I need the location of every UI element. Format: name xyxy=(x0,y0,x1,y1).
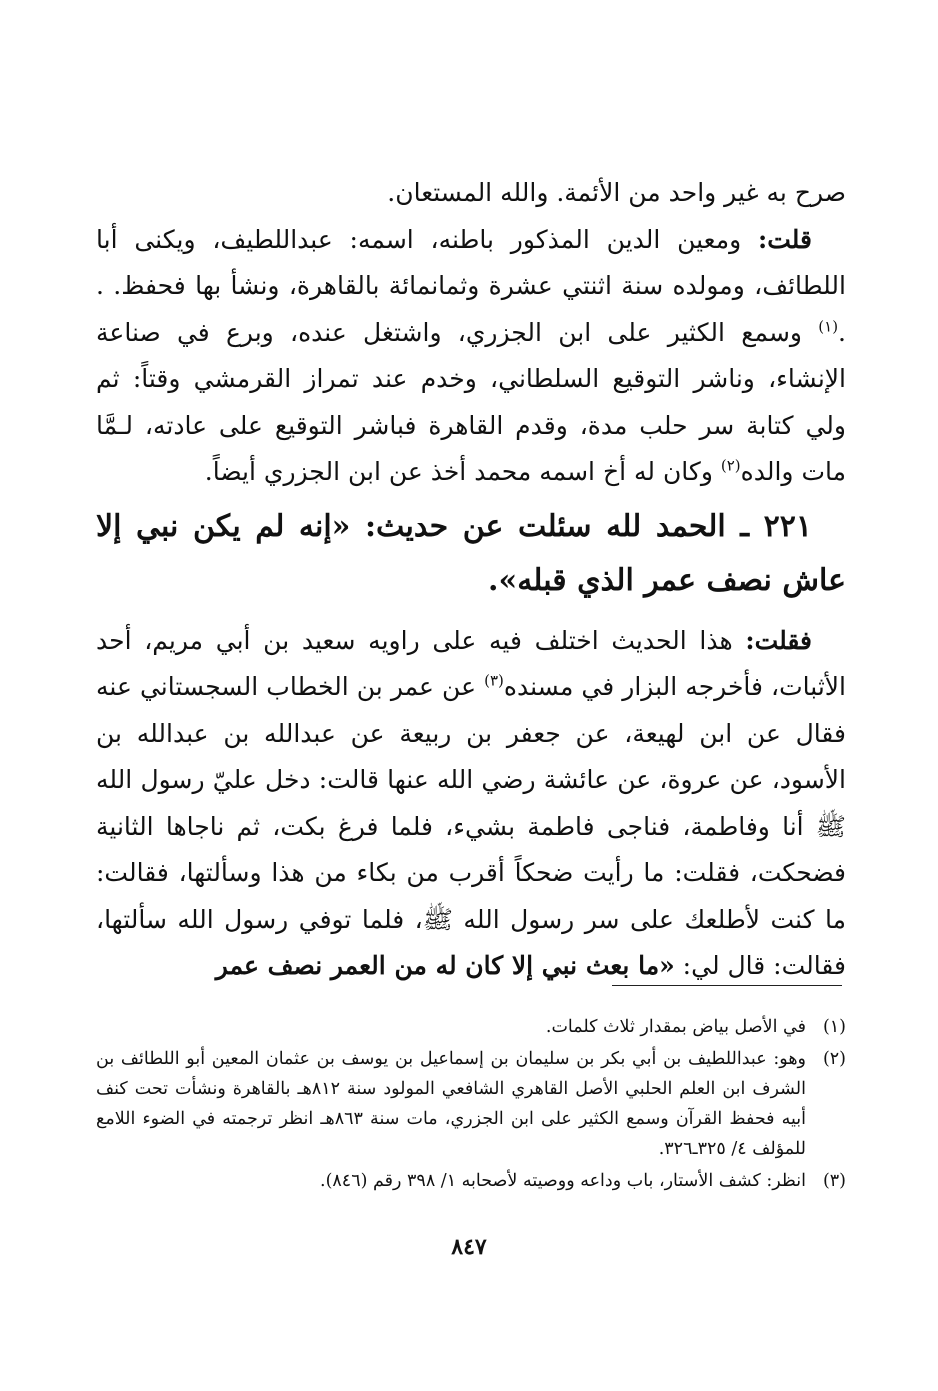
footnote-divider xyxy=(612,985,842,986)
hadith-quote-bold: «ما بعث نبي إلا كان له من العمر نصف عمر xyxy=(215,951,675,980)
paragraph-2-text-a: هذا الحديث اختلف فيه على راويه سعيد بن أبي مريم، أحد الأثبات، فأخرجه البزار في مسنده xyxy=(96,625,846,701)
footnote-ref-1[interactable]: (١) xyxy=(818,317,839,336)
main-text xyxy=(96,170,846,990)
footnote-3 xyxy=(96,1166,846,1196)
footnote-ref-2[interactable]: (٢) xyxy=(720,456,741,475)
footnote-2 xyxy=(96,1044,846,1164)
footnote-1 xyxy=(96,1012,846,1042)
paragraph-1-text-a: ومعين الدين المذكور باطنه، اسمه: عبداللطيف، ويكنى أبا اللطائف، ومولده سنة اثنتي عشرة وثمانمائة بالقاهرة، ونشأ بها فحفظ. . . xyxy=(96,224,846,347)
page-number: ٨٤٧ xyxy=(451,1234,487,1260)
paragraph-2-lead: فقلت: xyxy=(745,625,812,655)
footnote-1-number: (١) xyxy=(822,1017,846,1037)
paragraph-2 xyxy=(96,618,846,990)
footnote-1-text: في الأصل بياض بمقدار ثلاث كلمات. xyxy=(545,1017,806,1037)
paragraph-2-text-b: عن عمر بن الخطاب السجستاني عنه فقال عن ابن لهيعة، عن جعفر بن ربيعة عن عبدالله بن عبدالله بن الأسود، عن عروة، عن عائشة رضي الله عنها قالت: دخل عليّ رسول الله ﷺ أنا وفاطمة، فناجى فاطمة بشيء، فلما فرغ بكت، ثم ناجاها الثانية فضحكت، فقلت: ما رأيت ضحكاً أقرب من بكاء من هذا وسألتها، فقالت: ما كنت لأطلعك على سر رسول الله ﷺ، فلما توفي رسول الله سألتها، فقالت: قال لي: xyxy=(96,672,846,980)
footnote-3-number: (٣) xyxy=(822,1171,846,1191)
paragraph-1-lead: قلت: xyxy=(757,224,812,254)
paragraph-1-text-b: وسمع الكثير على ابن الجزري، واشتغل عنده، وبرع في صناعة الإنشاء، وناشر التوقيع السلطاني، وخدم عند تمراز القرمشي وقتاً: ثم ولي كتابة سر حلب مدة، وقدم القاهرة فباشر التوقيع على عادته، لـمَّا مات والده xyxy=(96,317,846,486)
hadith-heading: ٢٢١ ـ الحمد لله سئلت عن حديث: «إنه لم يكن نبي إلا عاش نصف عمر الذي قبله». xyxy=(96,508,846,598)
paragraph-1 xyxy=(96,217,846,496)
footnote-ref-3[interactable]: (٣) xyxy=(484,671,504,690)
footnotes xyxy=(96,1012,846,1198)
footnote-2-number: (٢) xyxy=(822,1049,846,1069)
body-text xyxy=(96,170,846,990)
footnote-3-text: انظر: كشف الأستار، باب وداعه ووصيته لأصحابه ١/ ٣٩٨ رقم (٨٤٦). xyxy=(320,1171,806,1191)
footnote-2-text: وهو: عبداللطيف بن أبي بكر بن سليمان بن إسماعيل بن يوسف بن عثمان المعين أبو اللطائف بن الشرف ابن العلم الحلبي الأصل القاهري الشافعي المولود سنة ٨١٢هـ بالقاهرة ونشأت تحت كنف أبيه فحفظ القرآن وسمع الكثير على ابن الجزري، مات سنة ٨٦٣هـ انظر ترجمته في الضوء اللامع للمؤلف ٤/ ٣٢٥ـ٣٢٦. xyxy=(96,1049,807,1159)
paragraph-1-text-c: وكان له أخ اسمه محمد أخذ عن ابن الجزري أيضاً. xyxy=(204,457,721,486)
opening-line: صرح به غير واحد من الأئمة. والله المستعان. xyxy=(387,178,846,207)
